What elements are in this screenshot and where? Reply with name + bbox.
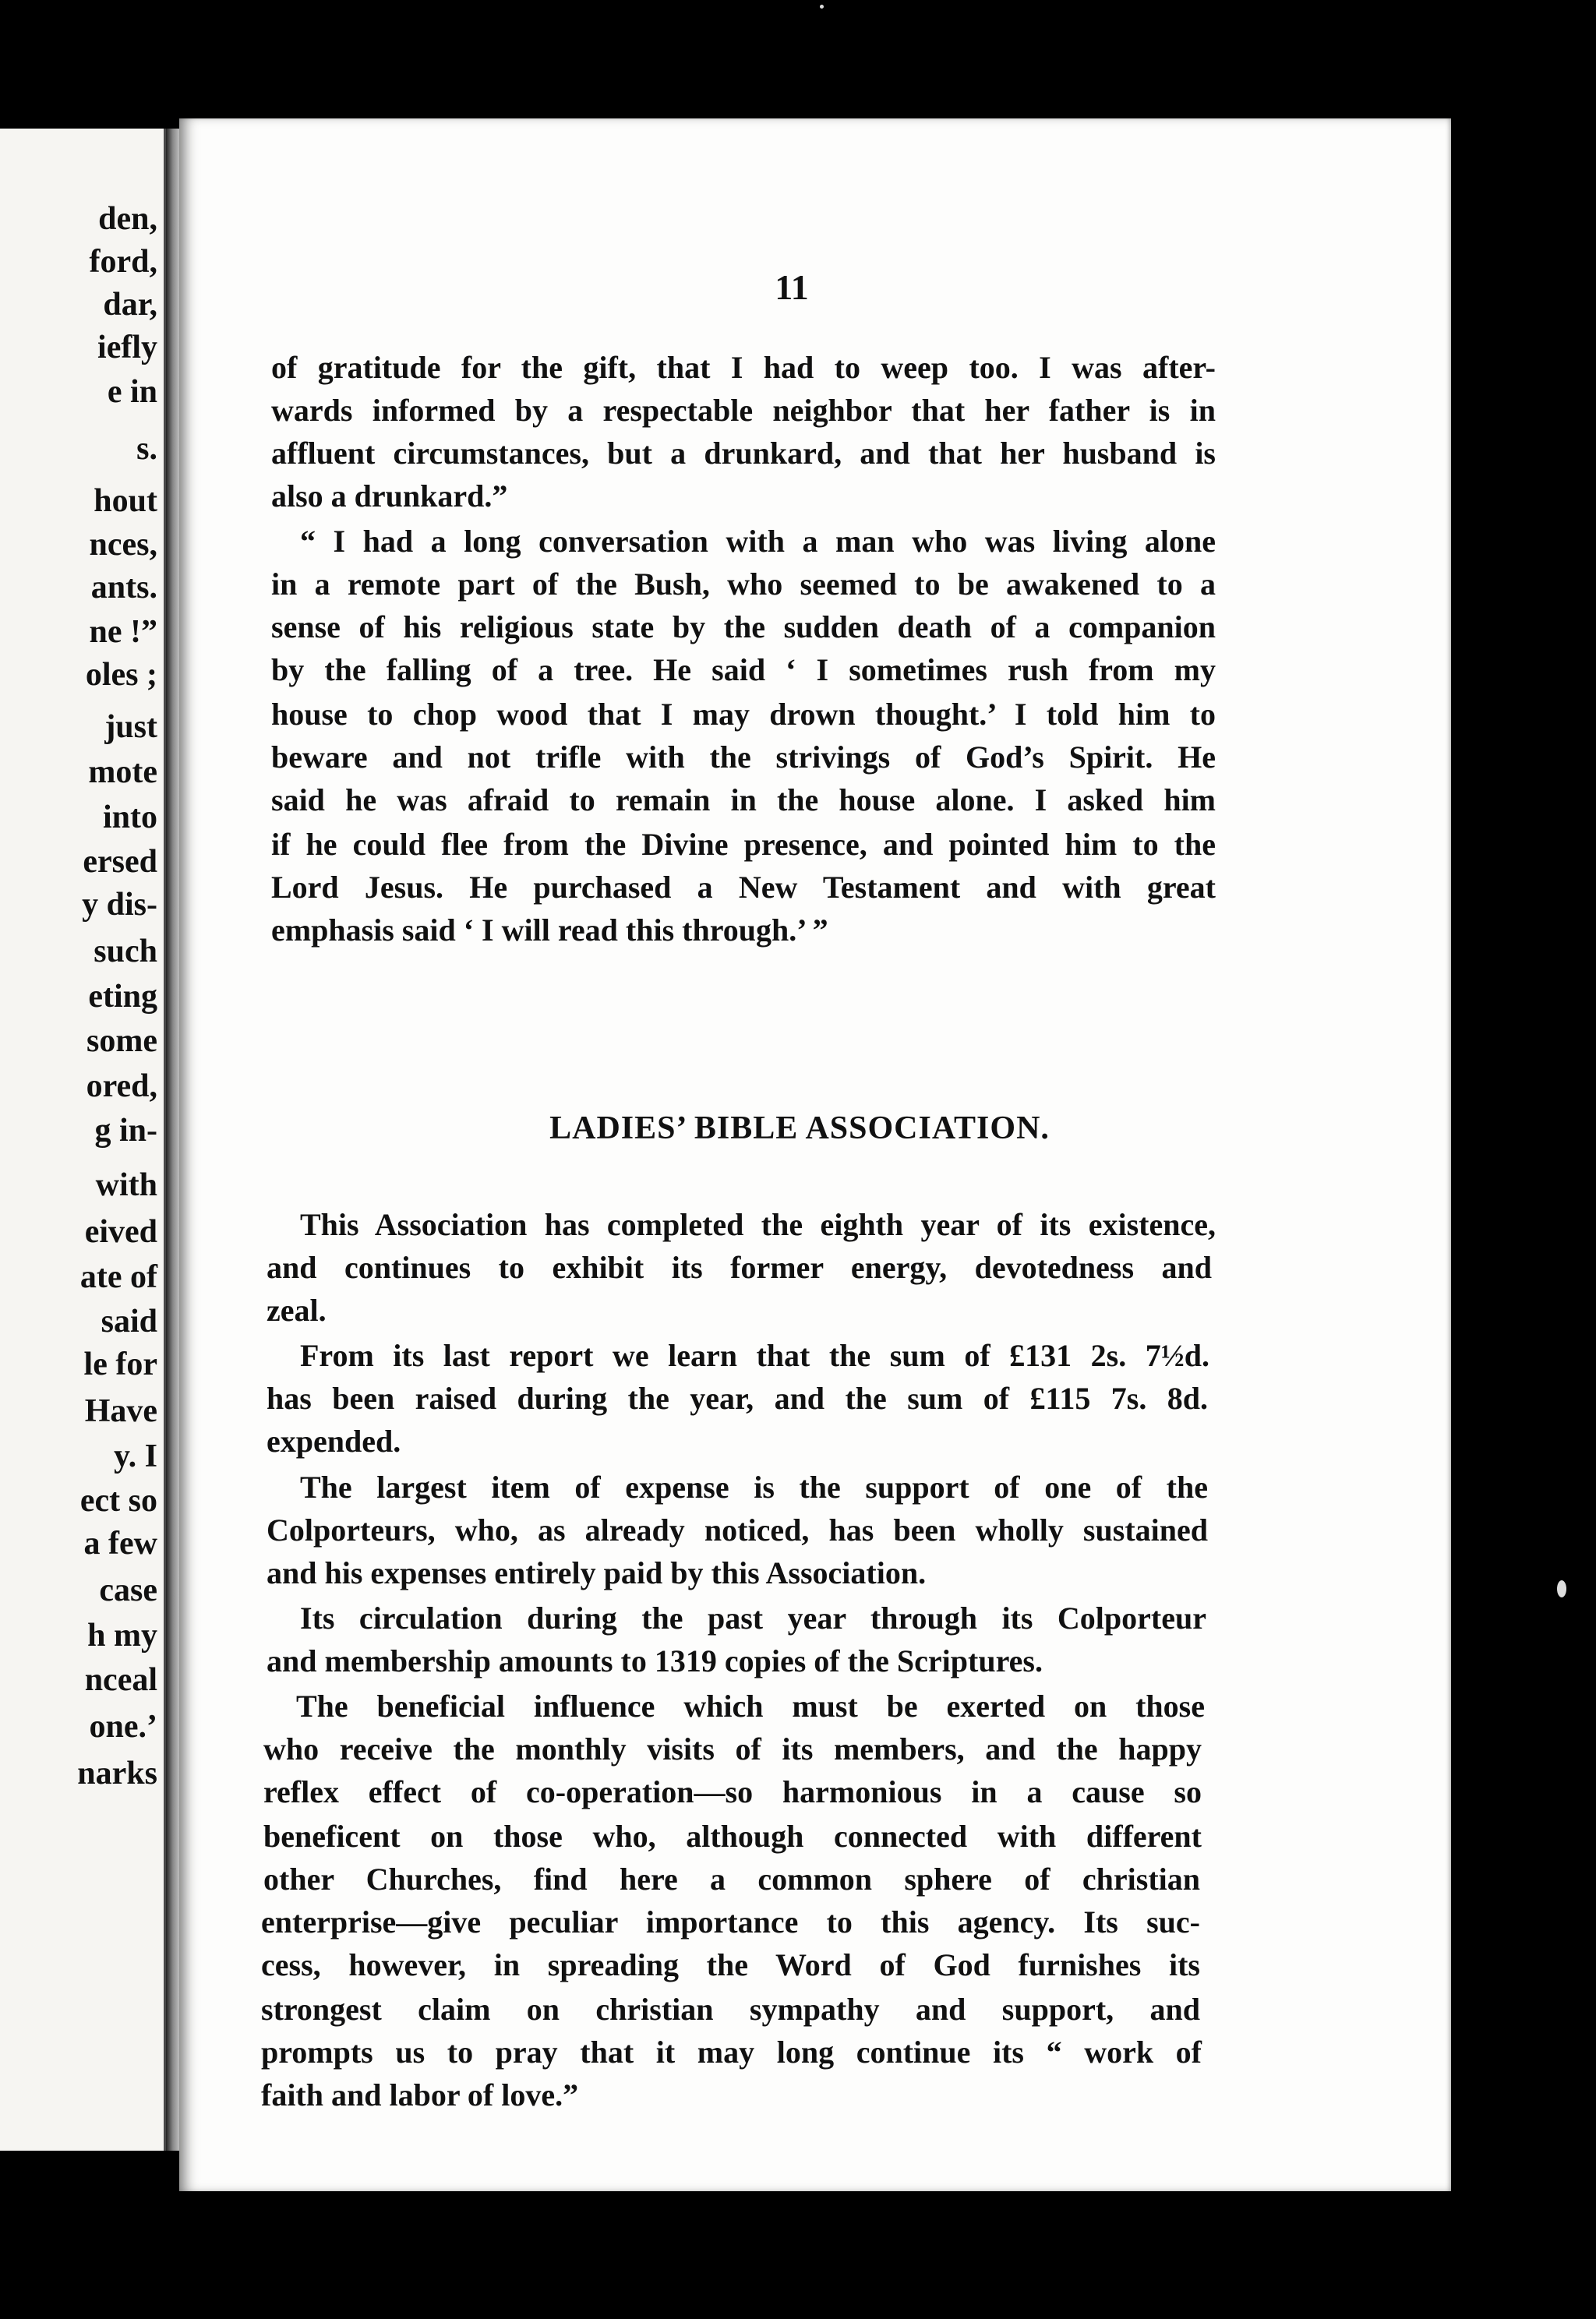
body-line: other Churches, find here a common sphere of christian [263,1862,1200,1897]
quote-line: by the falling of a tree. He said ‘ I sometimes rush from my [271,652,1216,687]
quote-line: beware and not trifle with the strivings of God’s Spirit. He [271,739,1216,775]
left-page-text-fragment: eting [88,979,157,1015]
quote-line: Lord Jesus. He purchased a New Testament and with great [271,870,1216,905]
left-page-text-fragment: dar, [103,287,157,323]
left-page-text-fragment: eived [84,1214,157,1250]
left-page-text-fragment: a few [83,1526,157,1562]
left-page-text-fragment: g in- [94,1113,157,1149]
scan-speck [820,5,824,9]
body-line: faith and labor of love.” [261,2077,579,2113]
left-page-text-fragment: h my [87,1618,157,1654]
left-page-text-fragment: ate of [79,1259,157,1295]
body-line: has been raised during the year, and the sum of £115 7s. 8d. [267,1381,1208,1416]
left-page-text-fragment: s. [136,431,157,467]
left-page-text-fragment: Have [84,1393,157,1429]
body-line: The largest item of expense is the support of one of the [300,1470,1208,1505]
left-page-text-fragment: narks [77,1756,157,1791]
body-line: This Association has completed the eighth year of its existence, [300,1207,1216,1242]
left-page-text-fragment: nceal [84,1662,157,1698]
body-line: and his expenses entirely paid by this Association. [267,1555,927,1590]
body-line: enterprise—give peculiar importance to this agency. Its suc- [261,1904,1200,1940]
quote-line: of gratitude for the gift, that I had to weep too. I was after- [271,350,1216,385]
quote-line: emphasis said ‘ I will read this through.’ ” [271,912,828,948]
section-heading: LADIES’ BIBLE ASSOCIATION. [549,1110,1050,1146]
left-page-text-fragment: nces, [89,527,157,563]
left-page-text-fragment: ne !” [89,614,157,650]
left-page-text-fragment: one.’ [89,1709,157,1745]
body-line: prompts us to pray that it may long continue its “ work of [261,2035,1202,2070]
body-line: zeal. [267,1293,327,1328]
left-page-text-fragment: such [94,934,157,969]
left-page-text-fragment: with [95,1167,157,1203]
book-page [179,118,1451,2191]
body-line: cess, however, in spreading the Word of God furnishes its [261,1947,1200,1982]
body-line: Colporteurs, who, as already noticed, has been wholly sustained [267,1512,1208,1548]
page-number: 11 [775,267,809,307]
left-page-text-fragment: hout [94,483,157,519]
left-page-text-fragment: ersed [83,844,157,880]
left-page-text-fragment: oles ; [85,657,157,693]
left-page-text-fragment: ants. [90,570,157,605]
quote-line: affluent circumstances, but a drunkard, and that her husband is [271,436,1216,471]
body-line: reflex effect of co-operation—so harmonious in a cause so [263,1774,1202,1809]
body-line: beneficent on those who, although connected with different [263,1819,1202,1854]
scan-speck [1557,1580,1566,1597]
left-page-text-fragment: some [87,1023,157,1059]
left-page-text-fragment: ect so [79,1483,157,1519]
left-page-text-fragment: mote [88,754,157,790]
left-page-text-fragment: case [99,1572,157,1608]
quote-line: house to chop wood that I may drown thought.’ I told him to [271,697,1216,732]
left-page-text-fragment: ored, [86,1068,157,1104]
left-page-text-fragment: e in [107,374,157,410]
left-page-text-fragment: iefly [97,330,157,365]
quote-line: “ I had a long conversation with a man who was living alone [300,524,1216,559]
left-page-text-fragment: ford, [89,244,157,280]
left-page-text-fragment: y. I [113,1438,157,1474]
previous-page-edge [0,129,166,2151]
body-line: and continues to exhibit its former energy, devotedness and [267,1250,1212,1285]
quote-line: if he could flee from the Divine presence, and pointed him to the [271,827,1216,862]
left-page-text-fragment: said [101,1304,157,1340]
left-page-text-fragment: y dis- [82,887,157,923]
quote-line: wards informed by a respectable neighbor that her father is in [271,393,1216,428]
body-line: Its circulation during the past year through its Colporteur [300,1601,1206,1636]
left-page-text-fragment: den, [98,201,157,237]
quote-line: said he was afraid to remain in the house alone. I asked him [271,782,1216,817]
body-line: strongest claim on christian sympathy and support, and [261,1992,1200,2027]
quote-line: in a remote part of the Bush, who seemed to be awakened to a [271,567,1216,602]
quote-line: also a drunkard.” [271,478,508,514]
left-page-text-fragment: into [102,799,157,835]
body-line: From its last report we learn that the sum of £131 2s. 7½d. [300,1338,1209,1373]
left-page-text-fragment: just [104,709,157,745]
body-line: The beneficial influence which must be exerted on those [296,1689,1205,1724]
quote-line: sense of his religious state by the sudden death of a companion [271,609,1216,644]
left-page-text-fragment: le for [83,1347,157,1382]
body-line: who receive the monthly visits of its members, and the happy [263,1731,1202,1767]
body-line: expended. [267,1424,401,1459]
body-line: and membership amounts to 1319 copies of the Scriptures. [267,1643,1043,1678]
